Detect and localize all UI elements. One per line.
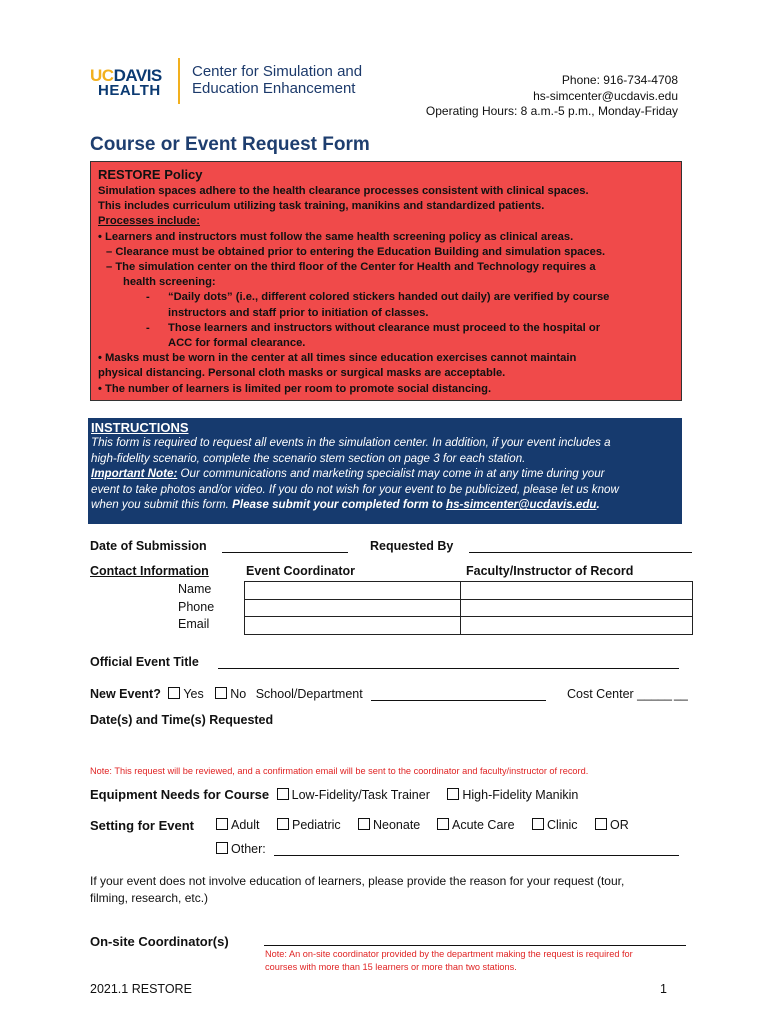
restore-dash-item-cont: health screening: bbox=[123, 276, 216, 289]
no-education-line: If your event does not involve education of learners, please provide the reason for your request (tour, bbox=[90, 874, 625, 888]
new-event-label: New Event? bbox=[90, 687, 161, 701]
sub-item-text: “Daily dots” (i.e., different colored stickers handed out daily) are verified by course bbox=[168, 291, 610, 304]
new-event-yes-checkbox[interactable] bbox=[168, 687, 180, 699]
center-name bbox=[192, 63, 362, 97]
other-checkbox[interactable] bbox=[216, 842, 228, 854]
new-event-row bbox=[90, 687, 363, 701]
instructions-line: event to take photos and/or video. If you do not wish for your event to be publicized, please let us know bbox=[91, 482, 619, 496]
sub-dash: - bbox=[146, 291, 150, 304]
instructions-line: high-fidelity scenario, complete the scenario stem section on page 3 for each station. bbox=[91, 451, 526, 465]
yes-label: Yes bbox=[183, 687, 204, 701]
contact-information-label: Contact Information bbox=[90, 564, 209, 578]
or-checkbox[interactable] bbox=[595, 818, 607, 830]
pediatric-label: Pediatric bbox=[292, 818, 341, 832]
setting-for-event-label: Setting for Event bbox=[90, 818, 195, 833]
requested-by-field[interactable] bbox=[469, 552, 692, 553]
center-name-line1: Center for Simulation and bbox=[192, 63, 363, 80]
or-label: OR bbox=[610, 818, 629, 832]
sub-dash: - bbox=[146, 321, 150, 334]
acute-care-label: Acute Care bbox=[452, 818, 515, 832]
equipment-needs-label: Equipment Needs for Course bbox=[90, 787, 270, 802]
adult-checkbox[interactable] bbox=[216, 818, 228, 830]
onsite-note-line: courses with more than 15 learners or more than two stations. bbox=[265, 961, 517, 972]
faculty-instructor-header: Faculty/Instructor of Record bbox=[466, 564, 634, 578]
onsite-coordinator-label: On-site Coordinator(s) bbox=[90, 934, 229, 949]
no-education-line: filming, research, etc.) bbox=[90, 890, 209, 905]
coordinator-email-cell[interactable] bbox=[245, 617, 461, 635]
footer-version: 2021.1 RESTORE bbox=[90, 982, 192, 996]
onsite-coordinator-field[interactable] bbox=[264, 945, 686, 946]
adult-label: Adult bbox=[231, 818, 260, 832]
equipment-row bbox=[90, 787, 578, 802]
restore-bullet: • Learners and instructors must follow the same health screening policy as clinical areas. bbox=[98, 230, 574, 243]
restore-line: Simulation spaces adhere to the health clearance processes consistent with clinical spaces. bbox=[98, 185, 589, 197]
email-label: Email bbox=[178, 617, 210, 631]
pediatric-checkbox[interactable] bbox=[277, 818, 289, 830]
event-coordinator-header: Event Coordinator bbox=[246, 564, 356, 578]
setting-option bbox=[216, 842, 266, 856]
important-note-label: Important Note: bbox=[91, 467, 178, 481]
instructions-bold-text: Please submit your completed form to bbox=[232, 498, 447, 512]
faculty-email-cell[interactable] bbox=[461, 617, 693, 635]
logo-davis: DAVIS bbox=[113, 66, 162, 85]
restore-sub-item-cont: ACC for formal clearance. bbox=[168, 337, 306, 350]
page-title: Course or Event Request Form bbox=[90, 134, 370, 155]
instructions-line bbox=[91, 466, 679, 482]
instructions-text: when you submit this form. bbox=[91, 498, 233, 512]
contact-phone: Phone: 916-734-4708 bbox=[561, 73, 678, 87]
onsite-note bbox=[265, 948, 633, 973]
official-event-title-label: Official Event Title bbox=[90, 655, 199, 669]
restore-sub-item bbox=[98, 290, 674, 305]
review-note: Note: This request will be reviewed, and a confirmation email will be sent to the coordinator and faculty/instructor of record. bbox=[90, 766, 589, 776]
high-fidelity-label: High-Fidelity Manikin bbox=[462, 788, 579, 802]
dates-times-label: Date(s) and Time(s) Requested bbox=[90, 713, 274, 727]
low-fidelity-label: Low-Fidelity/Task Trainer bbox=[291, 788, 430, 802]
logo-uc: UC bbox=[90, 66, 114, 85]
restore-dash-item: – Clearance must be obtained prior to entering the Education Building and simulation spaces. bbox=[106, 245, 606, 258]
restore-sub-item-cont: instructors and staff prior to initiation of classes. bbox=[168, 306, 429, 319]
low-fidelity-checkbox[interactable] bbox=[277, 788, 289, 800]
setting-option bbox=[277, 818, 341, 832]
neonate-label: Neonate bbox=[373, 818, 421, 832]
setting-option bbox=[437, 818, 515, 832]
clinic-label: Clinic bbox=[547, 818, 578, 832]
contact-info bbox=[426, 73, 678, 120]
restore-dash-item: – The simulation center on the third floor of the Center for Health and Technology requires a bbox=[106, 261, 596, 274]
restore-bullet: • Masks must be worn in the center at all times since education exercises cannot maintain bbox=[98, 352, 577, 365]
requested-by-label: Requested By bbox=[370, 539, 454, 553]
school-department-label: School/Department bbox=[255, 687, 363, 701]
sub-item-text: Those learners and instructors without clearance must proceed to the hospital or bbox=[168, 321, 601, 334]
table-row bbox=[245, 599, 693, 617]
instructions-heading: INSTRUCTIONS bbox=[91, 420, 189, 435]
instructions-line bbox=[91, 497, 679, 513]
official-event-title-field[interactable] bbox=[218, 668, 679, 669]
coordinator-name-cell[interactable] bbox=[245, 582, 461, 600]
date-of-submission-field[interactable] bbox=[222, 552, 348, 553]
table-row bbox=[245, 582, 693, 600]
restore-line: This includes curriculum utilizing task training, manikins and standardized patients. bbox=[98, 200, 545, 213]
setting-option bbox=[216, 818, 260, 832]
other-label: Other: bbox=[231, 842, 266, 856]
no-education-instructions bbox=[90, 873, 624, 906]
cost-center-field[interactable]: __ bbox=[673, 687, 688, 701]
page-number: 1 bbox=[660, 982, 667, 996]
processes-heading: Processes include: bbox=[98, 215, 200, 228]
setting-option bbox=[358, 818, 420, 832]
setting-option bbox=[595, 818, 629, 832]
school-department-field[interactable] bbox=[371, 700, 546, 701]
date-of-submission-label: Date of Submission bbox=[90, 539, 207, 553]
phone-label: Phone bbox=[178, 600, 215, 614]
contact-table bbox=[244, 581, 693, 635]
logo-health: HEALTH bbox=[98, 82, 161, 99]
onsite-note-line: Note: An on-site coordinator provided by the department making the request is required for bbox=[265, 949, 633, 959]
name-label: Name bbox=[178, 582, 212, 596]
neonate-checkbox[interactable] bbox=[358, 818, 370, 830]
cost-center-label bbox=[567, 687, 688, 701]
clinic-checkbox[interactable] bbox=[532, 818, 544, 830]
contact-email: hs-simcenter@ucdavis.edu bbox=[533, 88, 678, 103]
restore-policy-box bbox=[90, 161, 682, 401]
new-event-no-checkbox[interactable] bbox=[215, 687, 227, 699]
logo-divider bbox=[178, 58, 180, 104]
instructions-line: This form is required to request all events in the simulation center. In addition, if your event includes a bbox=[91, 436, 611, 449]
table-row bbox=[245, 617, 693, 635]
instructions-box bbox=[88, 418, 682, 524]
cost-center-text: Cost Center _____ bbox=[567, 687, 672, 701]
other-field[interactable] bbox=[274, 855, 679, 856]
instructions-text: Our communications and marketing specialist may come in at any time during your bbox=[177, 467, 605, 481]
acute-care-checkbox[interactable] bbox=[437, 818, 449, 830]
faculty-name-cell[interactable] bbox=[461, 582, 693, 600]
contact-hours: Operating Hours: 8 a.m.-5 p.m., Monday-Friday bbox=[425, 104, 678, 118]
setting-option bbox=[532, 818, 578, 832]
instructions-text: . bbox=[596, 498, 600, 512]
restore-sub-item bbox=[98, 321, 674, 336]
center-name-line2: Education Enhancement bbox=[192, 80, 356, 97]
coordinator-phone-cell[interactable] bbox=[245, 599, 461, 617]
restore-heading: RESTORE Policy bbox=[98, 167, 203, 182]
restore-bullet: • The number of learners is limited per room to promote social distancing. bbox=[98, 382, 492, 395]
faculty-phone-cell[interactable] bbox=[461, 599, 693, 617]
high-fidelity-checkbox[interactable] bbox=[447, 788, 459, 800]
submit-email-link[interactable]: hs-simcenter@ucdavis.edu bbox=[446, 498, 597, 512]
no-label: No bbox=[230, 687, 247, 701]
restore-bullet-cont: physical distancing. Personal cloth masks or surgical masks are acceptable. bbox=[98, 367, 506, 380]
